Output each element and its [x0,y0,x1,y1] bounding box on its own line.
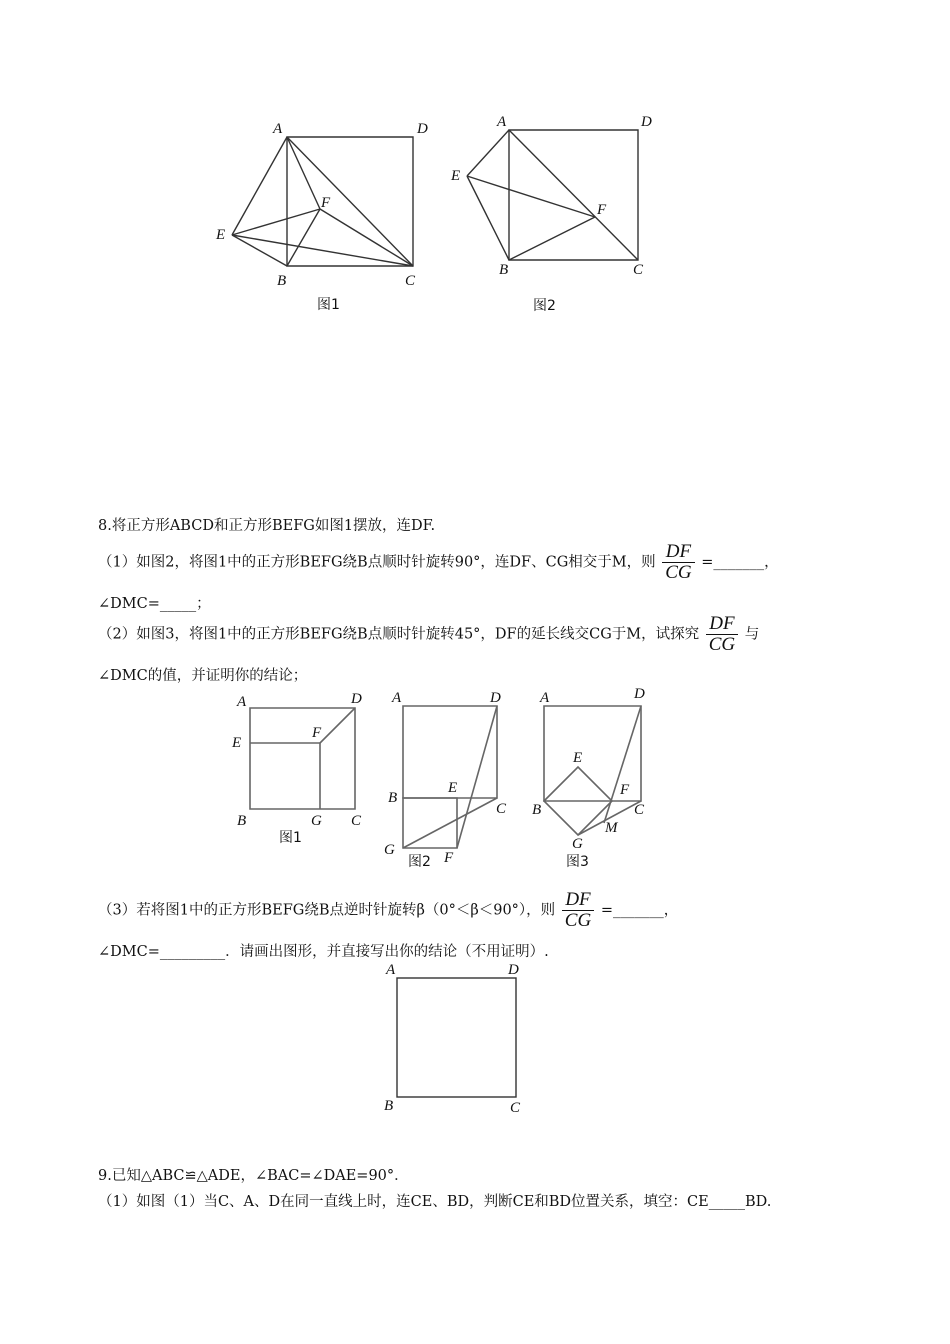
label-a: A [273,121,283,137]
q8-part3-angle: ∠DMC=_________．请画出图形，并直接写出你的结论（不用证明）. [98,944,549,960]
q8-figure-2-svg [380,686,520,876]
label-d: D [351,691,362,707]
q8-blank-square [380,960,540,1120]
label-b: B [237,813,247,829]
q8-part3-text: （3）若将图1中的正方形BEFG绕B点逆时针旋转β（0°＜β＜90°），则 [98,902,556,919]
label-c: C [496,801,507,817]
fraction-numerator: DF [706,614,738,635]
q8-figure-3 [528,686,668,876]
fraction-df-cg [706,614,738,655]
label-a: A [237,694,247,710]
label-e: E [216,227,226,243]
label-g: G [572,836,583,852]
caption-fig1: 图1 [279,830,302,846]
label-d: D [417,121,428,137]
q8-part1-blank: =_______， [701,554,779,571]
fraction-numerator: DF [562,890,594,911]
label-f: F [312,725,322,741]
label-g: G [311,813,322,829]
top-figure-1 [205,115,435,320]
segment-bf [509,217,595,260]
q9-intro: 9.已知△ABC≌△ADE，∠BAC=∠DAE=90°． [98,1168,409,1184]
label-c: C [634,802,645,818]
q8-part1-angle: ∠DMC=_____； [98,596,211,612]
fraction-denominator: CG [564,910,592,931]
label-c: C [405,273,416,289]
square-abcd [397,978,516,1097]
q8-figure-1-svg [225,690,375,850]
label-b: B [388,790,398,806]
caption-fig3: 图3 [566,854,589,870]
q8-figure-2 [380,686,520,876]
segment-df [457,706,497,848]
label-e: E [448,780,458,796]
label-a: A [540,690,550,706]
label-c: C [633,262,644,278]
label-a: A [497,114,507,130]
fraction-df-cg [562,890,594,931]
segment-gc [403,798,497,848]
q8-part2-angle: ∠DMC的值，并证明你的结论； [98,668,308,684]
fraction-denominator: CG [665,562,692,583]
q8-blank-square-svg [380,960,540,1120]
label-d: D [634,686,645,702]
segment-fd [320,708,355,743]
label-f: F [597,202,607,218]
label-e: E [573,750,583,766]
q8-intro: 8.将正方形ABCD和正方形BEFG如图1摆放，连DF. [98,518,436,534]
label-c: C [351,813,362,829]
q9-part1: （1）如图（1）当C、A、D在同一直线上时，连CE、BD，判断CE和BD位置关系，填空：CE_____BD. [98,1194,772,1210]
q8-part2-text: （2）如图3，将图1中的正方形BEFG绕B点顺时针旋转45°，DF的延长线交CG于M，试探究 [98,626,700,643]
top-figure-2-svg [445,110,665,320]
label-e: E [232,735,242,751]
q8-figure-1 [225,690,375,850]
label-m: M [605,820,618,836]
q8-part2-and: 与 [744,626,760,643]
label-f: F [321,195,331,211]
label-e: E [451,168,461,184]
label-a: A [392,690,402,706]
caption-fig2: 图2 [408,854,431,870]
label-b: B [499,262,509,278]
q8-part3 [98,890,678,931]
segment-ac [287,137,413,266]
label-b: B [277,273,287,289]
label-d: D [490,690,501,706]
q8-part1-text: （1）如图2，将图1中的正方形BEFG绕B点顺时针旋转90°，连DF、CG相交于M，则 [98,554,656,571]
fraction-numerator: DF [662,542,694,563]
label-f: F [444,850,454,866]
top-figure-1-svg [205,115,435,320]
label-f: F [620,782,630,798]
label-d: D [641,114,652,130]
q8-part1 [98,542,779,583]
segment-ae [467,130,509,176]
segment-eb [467,176,509,260]
label-b: B [532,802,542,818]
q8-figure-3-svg [528,686,668,876]
label-a: A [386,962,396,978]
q8-part2 [98,614,759,655]
label-c: C [510,1100,521,1116]
q8-part3-blank: =_______， [600,902,679,919]
fraction-denominator: CG [708,634,736,655]
fraction-df-cg [662,542,694,583]
label-g: G [384,842,395,858]
label-d: D [508,962,519,978]
segment-af [287,137,320,209]
label-b: B [384,1098,394,1114]
caption-fig2: 图2 [533,298,556,314]
top-figure-2 [445,110,665,320]
caption-fig1: 图1 [317,297,340,313]
segment-ae [232,137,287,235]
